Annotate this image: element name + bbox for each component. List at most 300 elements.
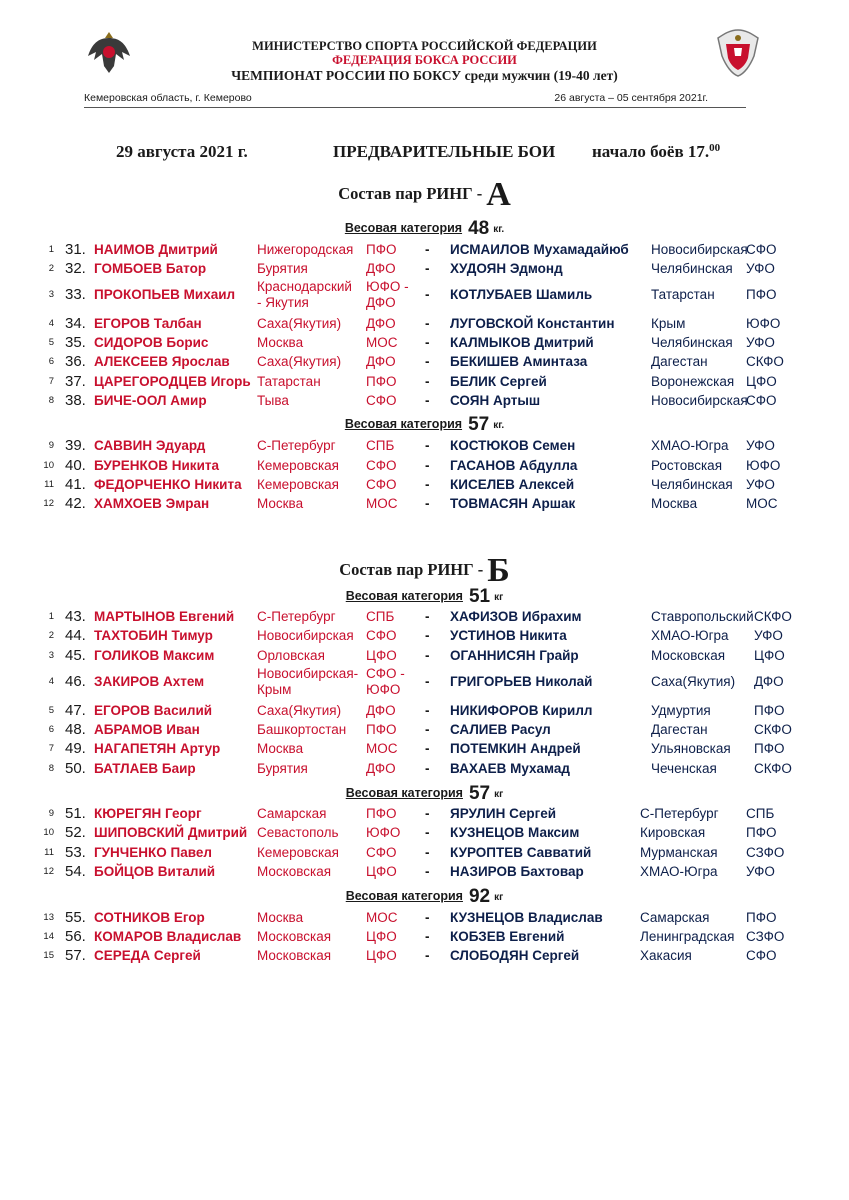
blue-corner-name: ГРИГОРЬЕВ Николай	[450, 674, 593, 689]
red-corner-district: ПФО	[366, 722, 397, 737]
red-corner-region: С-Петербург	[257, 438, 336, 453]
bout-row	[0, 607, 849, 626]
blue-corner-district: СКФО	[754, 609, 792, 624]
blue-corner-region: Кировская	[640, 825, 706, 840]
bout-number: 32.	[65, 260, 86, 277]
blue-corner-name: КОБЗЕВ Евгений	[450, 929, 565, 944]
bout-number: 41.	[65, 476, 86, 493]
red-corner-district: ДФО	[366, 261, 396, 276]
blue-corner-district: ЮФО	[746, 458, 781, 473]
bout-index: 12	[43, 498, 54, 509]
versus-dash: -	[425, 929, 430, 944]
red-corner-region: Кемеровская	[257, 458, 339, 473]
blue-corner-name: УСТИНОВ Никита	[450, 628, 567, 643]
blue-corner-district: СЗФО	[746, 845, 785, 860]
blue-corner-region: Удмуртия	[651, 703, 711, 718]
versus-dash: -	[425, 335, 430, 350]
blue-corner-name: САЛИЕВ Расул	[450, 722, 551, 737]
red-corner-region: Московская	[257, 929, 332, 944]
blue-corner-district: УФО	[746, 864, 775, 879]
versus-dash: -	[425, 628, 430, 643]
versus-dash: -	[425, 806, 430, 821]
bout-number: 50.	[65, 760, 86, 777]
blue-corner-region: Чеченская	[651, 761, 717, 776]
start-time-label: начало боёв 17.	[592, 142, 710, 161]
bout-row	[0, 843, 849, 862]
versus-dash: -	[425, 316, 430, 331]
blue-corner-region: С-Петербург	[640, 806, 719, 821]
red-corner-name: БИЧЕ-ООЛ Амир	[94, 393, 207, 408]
weight-category-unit: кг	[494, 789, 504, 800]
blue-corner-district: СКФО	[754, 722, 792, 737]
blue-corner-region: Самарская	[640, 910, 710, 925]
versus-dash: -	[425, 761, 430, 776]
versus-dash: -	[425, 242, 430, 257]
weight-category-label: Весовая категория	[345, 889, 463, 903]
blue-corner-district: ПФО	[746, 910, 777, 925]
versus-dash: -	[425, 477, 430, 492]
bout-index: 5	[48, 337, 54, 348]
red-corner-name: БУРЕНКОВ Никита	[94, 458, 219, 473]
blue-corner-name: ИСМАИЛОВ Мухамадайюб	[450, 242, 629, 257]
weight-category-label: Весовая категория	[345, 786, 463, 800]
red-corner-district: СФО	[366, 845, 397, 860]
bout-row	[0, 862, 849, 881]
blue-corner-name: КОТЛУБАЕВ Шамиль	[450, 287, 593, 302]
blue-corner-region: Челябинская	[651, 477, 733, 492]
bout-number: 37.	[65, 373, 86, 390]
blue-corner-district: СФО	[746, 948, 777, 963]
bout-number: 33.	[65, 286, 86, 303]
bout-row	[0, 701, 849, 720]
red-corner-district: МОС	[366, 910, 398, 925]
blue-corner-region: Ульяновская	[651, 741, 731, 756]
blue-corner-district: СКФО	[746, 354, 784, 369]
bout-row	[0, 739, 849, 758]
ring-b-title	[0, 552, 849, 590]
blue-corner-name: КОСТЮКОВ Семен	[450, 438, 576, 453]
red-corner-district: ЦФО	[366, 864, 397, 879]
red-corner-district: СПБ	[366, 609, 395, 624]
blue-corner-region: Хакасия	[640, 948, 692, 963]
bout-row	[0, 823, 849, 842]
weight-category-header	[0, 886, 849, 908]
bout-row	[0, 494, 849, 513]
blue-corner-name: ХАФИЗОВ Ибрахим	[450, 609, 582, 624]
blue-corner-region: Мурманская	[640, 845, 718, 860]
bout-number: 54.	[65, 863, 86, 880]
red-corner-district: ДФО	[366, 316, 396, 331]
bout-index: 3	[48, 289, 54, 300]
red-corner-region: Орловская	[257, 648, 325, 663]
bout-row	[0, 475, 849, 494]
weight-category-label: Весовая категория	[344, 417, 463, 431]
bout-row	[0, 626, 849, 645]
red-corner-region: Татарстан	[257, 374, 321, 389]
versus-dash: -	[425, 458, 430, 473]
blue-corner-district: УФО	[754, 628, 783, 643]
bout-index: 12	[43, 866, 54, 877]
blue-corner-region: Ставропольский	[651, 609, 754, 624]
red-corner-name: ГУНЧЕНКО Павел	[94, 845, 212, 860]
bout-number: 38.	[65, 392, 86, 409]
versus-dash: -	[425, 261, 430, 276]
blue-corner-district: ЮФО	[746, 316, 781, 331]
red-corner-region: С-Петербург	[257, 609, 336, 624]
blue-corner-district: ПФО	[754, 741, 785, 756]
bout-index: 1	[48, 611, 54, 622]
versus-dash: -	[425, 374, 430, 389]
blue-corner-region: Дагестан	[651, 354, 708, 369]
red-corner-district: ПФО	[366, 242, 397, 257]
red-corner-district: СФО	[366, 477, 397, 492]
blue-corner-region: Саха(Якутия)	[651, 674, 736, 689]
weight-category-header	[0, 586, 849, 608]
start-time-minutes: 00	[709, 142, 721, 154]
red-corner-name: СОТНИКОВ Егор	[94, 910, 205, 925]
blue-corner-region: Челябинская	[651, 335, 733, 350]
bout-number: 35.	[65, 334, 86, 351]
red-corner-region: Московская	[257, 864, 332, 879]
red-corner-name: БАТЛАЕВ Баир	[94, 761, 196, 776]
blue-corner-region: Крым	[651, 316, 686, 331]
versus-dash: -	[425, 948, 430, 963]
bout-number: 44.	[65, 627, 86, 644]
weight-category-label: Весовая категория	[345, 589, 463, 603]
bout-row	[0, 372, 849, 391]
red-corner-name: ЕГОРОВ Василий	[94, 703, 213, 718]
weight-category-value: 51	[468, 586, 491, 607]
versus-dash: -	[425, 438, 430, 453]
bout-number: 47.	[65, 702, 86, 719]
red-corner-region: Москва	[257, 496, 304, 511]
weight-category-label: Весовая категория	[344, 221, 463, 235]
red-corner-name: САВВИН Эдуард	[94, 438, 206, 453]
versus-dash: -	[425, 287, 430, 302]
red-corner-region: Москва	[257, 910, 304, 925]
blue-corner-region: Москва	[651, 496, 698, 511]
versus-dash: -	[425, 354, 430, 369]
red-corner-district: СФО	[366, 628, 397, 643]
red-corner-name: НАГАПЕТЯН Артур	[94, 741, 221, 756]
versus-dash: -	[425, 674, 430, 689]
red-corner-district: СФО - ЮФО	[366, 666, 405, 697]
bout-number: 51.	[65, 805, 86, 822]
bout-number: 56.	[65, 928, 86, 945]
red-corner-name: КЮРЕГЯН Георг	[94, 806, 202, 821]
blue-corner-name: КИСЕЛЕВ Алексей	[450, 477, 575, 492]
red-corner-name: ТАХТОБИН Тимур	[94, 628, 213, 643]
versus-dash: -	[425, 845, 430, 860]
blue-corner-region: ХМАО-Югра	[651, 438, 729, 453]
bout-number: 52.	[65, 824, 86, 841]
red-corner-district: ЦФО	[366, 948, 397, 963]
red-corner-name: БОЙЦОВ Виталий	[94, 864, 216, 879]
bout-number: 39.	[65, 437, 86, 454]
bout-number: 34.	[65, 315, 86, 332]
bout-index: 11	[44, 847, 54, 858]
blue-corner-region: Воронежская	[651, 374, 735, 389]
bout-index: 11	[44, 479, 54, 490]
blue-corner-name: ГАСАНОВ Абдулла	[450, 458, 578, 473]
blue-corner-district: УФО	[746, 261, 775, 276]
blue-corner-name: ЯРУЛИН Сергей	[450, 806, 557, 821]
bout-number: 40.	[65, 457, 86, 474]
blue-corner-name: ОГАННИСЯН Грайр	[450, 648, 579, 663]
bout-number: 53.	[65, 844, 86, 861]
blue-corner-district: СПБ	[746, 806, 775, 821]
bout-row	[0, 259, 849, 278]
red-corner-region: Московская	[257, 948, 332, 963]
weight-category-value: 92	[468, 886, 491, 907]
red-corner-name: ПРОКОПЬЕВ Михаил	[94, 287, 236, 302]
bout-index: 9	[48, 808, 54, 819]
bout-number: 31.	[65, 241, 86, 258]
blue-corner-district: УФО	[746, 438, 775, 453]
versus-dash: -	[425, 741, 430, 756]
blue-corner-region: Дагестан	[651, 722, 708, 737]
blue-corner-region: Ростовская	[651, 458, 723, 473]
ring-title-text: Состав пар РИНГ -	[338, 184, 483, 203]
blue-corner-name: НАЗИРОВ Бахтовар	[450, 864, 584, 879]
bout-number: 36.	[65, 353, 86, 370]
bout-row	[0, 759, 849, 778]
championship-title: ЧЕМПИОНАТ РОССИИ ПО БОКСУ среди мужчин (19-40 лет)	[231, 68, 618, 83]
red-corner-region: Москва	[257, 335, 304, 350]
versus-dash: -	[425, 864, 430, 879]
bout-index: 1	[48, 244, 54, 255]
blue-corner-region: Новосибирская	[651, 242, 748, 257]
blue-corner-name: ХУДОЯН Эдмонд	[450, 261, 563, 276]
versus-dash: -	[425, 496, 430, 511]
versus-dash: -	[425, 722, 430, 737]
blue-corner-name: ТОВМАСЯН Аршак	[450, 496, 576, 511]
blue-corner-name: КАЛМЫКОВ Дмитрий	[450, 335, 594, 350]
red-corner-region: Бурятия	[257, 761, 308, 776]
red-corner-district: СПБ	[366, 438, 395, 453]
red-corner-name: КОМАРОВ Владислав	[94, 929, 242, 944]
bout-number: 49.	[65, 740, 86, 757]
blue-corner-region: Новосибирская	[651, 393, 748, 408]
bout-row	[0, 665, 849, 699]
blue-corner-name: СЛОБОДЯН Сергей	[450, 948, 580, 963]
bout-number: 43.	[65, 608, 86, 625]
versus-dash: -	[425, 393, 430, 408]
versus-dash: -	[425, 910, 430, 925]
blue-corner-district: МОС	[746, 496, 778, 511]
bout-index: 7	[48, 743, 54, 754]
bout-row	[0, 333, 849, 352]
weight-category-header	[0, 414, 849, 436]
red-corner-name: АЛЕКСЕЕВ Ярослав	[94, 354, 230, 369]
federation-title: ФЕДЕРАЦИЯ БОКСА РОССИИ	[332, 53, 517, 67]
versus-dash: -	[425, 609, 430, 624]
blue-corner-name: ВАХАЕВ Мухамад	[450, 761, 570, 776]
bout-index: 2	[48, 630, 54, 641]
bout-row	[0, 804, 849, 823]
weight-category-header	[0, 218, 849, 240]
bout-number: 48.	[65, 721, 86, 738]
blue-corner-district: ПФО	[746, 825, 777, 840]
bout-row	[0, 720, 849, 739]
blue-corner-district: СФО	[746, 242, 777, 257]
red-corner-name: СИДОРОВ Борис	[94, 335, 209, 350]
red-corner-name: ШИПОВСКИЙ Дмитрий	[94, 825, 248, 840]
bout-index: 4	[48, 676, 54, 687]
versus-dash: -	[425, 648, 430, 663]
ring-a-title	[0, 176, 849, 214]
bout-row	[0, 908, 849, 927]
blue-corner-name: КУЗНЕЦОВ Владислав	[450, 910, 603, 925]
bout-number: 55.	[65, 909, 86, 926]
versus-dash: -	[425, 703, 430, 718]
red-corner-district: ЦФО	[366, 648, 397, 663]
bout-row	[0, 278, 849, 312]
red-corner-region: Кемеровская	[257, 845, 339, 860]
red-corner-name: ХАМХОЕВ Эмран	[94, 496, 210, 511]
blue-corner-name: СОЯН Артыш	[450, 393, 541, 408]
event-dates: 26 августа – 05 сентября 2021г.	[554, 92, 708, 104]
bout-row	[0, 314, 849, 333]
red-corner-district: ДФО	[366, 761, 396, 776]
bout-index: 6	[48, 356, 54, 367]
blue-corner-name: ЛУГОВСКОЙ Константин	[450, 316, 615, 331]
bout-index: 13	[43, 912, 54, 923]
red-corner-name: ЗАКИРОВ Ахтем	[94, 674, 205, 689]
bout-index: 3	[48, 650, 54, 661]
blue-corner-region: ХМАО-Югра	[640, 864, 718, 879]
blue-corner-district: ПФО	[754, 703, 785, 718]
red-corner-region: Башкортостан	[257, 722, 347, 737]
weight-category-header	[0, 783, 849, 805]
blue-corner-district: УФО	[746, 335, 775, 350]
event-location: Кемеровская область, г. Кемерово	[84, 92, 252, 104]
weight-category-value: 48	[468, 218, 490, 239]
red-corner-district: ДФО	[366, 354, 396, 369]
red-corner-name: СЕРЕДА Сергей	[94, 948, 201, 963]
blue-corner-district: СКФО	[754, 761, 792, 776]
header-divider	[84, 107, 746, 108]
blue-corner-region: Ленинградская	[640, 929, 735, 944]
red-corner-region: Севастополь	[257, 825, 339, 840]
blue-corner-name: НИКИФОРОВ Кирилл	[450, 703, 593, 718]
blue-corner-region: Челябинская	[651, 261, 733, 276]
red-corner-region: Саха(Якутия)	[257, 316, 342, 331]
bout-number: 45.	[65, 647, 86, 664]
red-corner-district: ЮФО	[366, 825, 401, 840]
bout-row	[0, 927, 849, 946]
document-header	[0, 0, 849, 110]
bout-index: 9	[48, 440, 54, 451]
red-corner-region: Саха(Якутия)	[257, 703, 342, 718]
red-corner-district: ДФО	[366, 703, 396, 718]
red-corner-name: МАРТЫНОВ Евгений	[94, 609, 235, 624]
blue-corner-district: ЦФО	[754, 648, 785, 663]
red-corner-name: ЦАРЕГОРОДЦЕВ Игорь	[94, 374, 251, 389]
weight-category-unit: кг.	[493, 420, 505, 431]
red-corner-region: Бурятия	[257, 261, 308, 276]
red-corner-district: МОС	[366, 741, 398, 756]
bout-index: 6	[48, 724, 54, 735]
red-corner-name: ФЕДОРЧЕНКО Никита	[94, 477, 242, 492]
red-corner-region: Самарская	[257, 806, 327, 821]
weight-category-value: 57	[468, 414, 490, 435]
red-corner-district: ЦФО	[366, 929, 397, 944]
bout-number: 57.	[65, 947, 86, 964]
red-corner-name: НАИМОВ Дмитрий	[94, 242, 218, 257]
ring-letter: Б	[487, 552, 510, 589]
blue-corner-district: СФО	[746, 393, 777, 408]
weight-category-value: 57	[468, 783, 491, 804]
red-corner-district: ПФО	[366, 806, 397, 821]
bout-row	[0, 391, 849, 410]
red-corner-name: ЕГОРОВ Талбан	[94, 316, 202, 331]
red-corner-region: Новосибирская- Крым	[257, 666, 359, 697]
blue-corner-name: БЕКИШЕВ Аминтаза	[450, 354, 588, 369]
bout-index: 8	[48, 763, 54, 774]
blue-corner-region: ХМАО-Югра	[651, 628, 729, 643]
red-corner-region: Кемеровская	[257, 477, 339, 492]
red-corner-district: ЮФО - ДФО	[366, 279, 409, 310]
red-corner-name: АБРАМОВ Иван	[94, 722, 200, 737]
blue-corner-region: Московская	[651, 648, 726, 663]
red-corner-name: ГОЛИКОВ Максим	[94, 648, 215, 663]
red-corner-district: МОС	[366, 496, 398, 511]
bout-index: 7	[48, 376, 54, 387]
blue-corner-region: Татарстан	[651, 287, 715, 302]
red-corner-region: Саха(Якутия)	[257, 354, 342, 369]
red-corner-region: Тыва	[257, 393, 289, 408]
bout-row	[0, 352, 849, 371]
session-start-time	[592, 142, 720, 162]
bout-index: 15	[43, 950, 54, 961]
red-corner-name: ГОМБОЕВ Батор	[94, 261, 207, 276]
bout-index: 4	[48, 318, 54, 329]
weight-category-unit: кг.	[493, 224, 505, 235]
red-corner-region: Москва	[257, 741, 304, 756]
weight-category-unit: кг	[494, 892, 504, 903]
session-stage: ПРЕДВАРИТЕЛЬНЫЕ БОИ	[333, 142, 556, 161]
blue-corner-name: КУРОПТЕВ Савватий	[450, 845, 592, 860]
bout-row	[0, 646, 849, 665]
blue-corner-district: ЦФО	[746, 374, 777, 389]
bout-index: 14	[43, 931, 54, 942]
bout-row	[0, 240, 849, 259]
bout-index: 10	[43, 827, 54, 838]
bout-index: 8	[48, 395, 54, 406]
bout-number: 46.	[65, 673, 86, 690]
ministry-title: МИНИСТЕРСТВО СПОРТА РОССИЙСКОЙ ФЕДЕРАЦИИ	[252, 39, 597, 53]
session-date: 29 августа 2021 г.	[116, 142, 248, 161]
bout-number: 42.	[65, 495, 86, 512]
red-corner-district: ПФО	[366, 374, 397, 389]
red-corner-district: СФО	[366, 458, 397, 473]
bout-index: 2	[48, 263, 54, 274]
bout-index: 5	[48, 705, 54, 716]
versus-dash: -	[425, 825, 430, 840]
blue-corner-district: ПФО	[746, 287, 777, 302]
red-corner-district: СФО	[366, 393, 397, 408]
blue-corner-district: УФО	[746, 477, 775, 492]
blue-corner-district: СЗФО	[746, 929, 785, 944]
red-corner-district: МОС	[366, 335, 398, 350]
bout-row	[0, 456, 849, 475]
blue-corner-name: КУЗНЕЦОВ Максим	[450, 825, 580, 840]
blue-corner-district: ДФО	[754, 674, 784, 689]
bout-index: 10	[43, 460, 54, 471]
red-corner-region: Краснодарский - Якутия	[257, 279, 352, 310]
bout-row	[0, 946, 849, 965]
